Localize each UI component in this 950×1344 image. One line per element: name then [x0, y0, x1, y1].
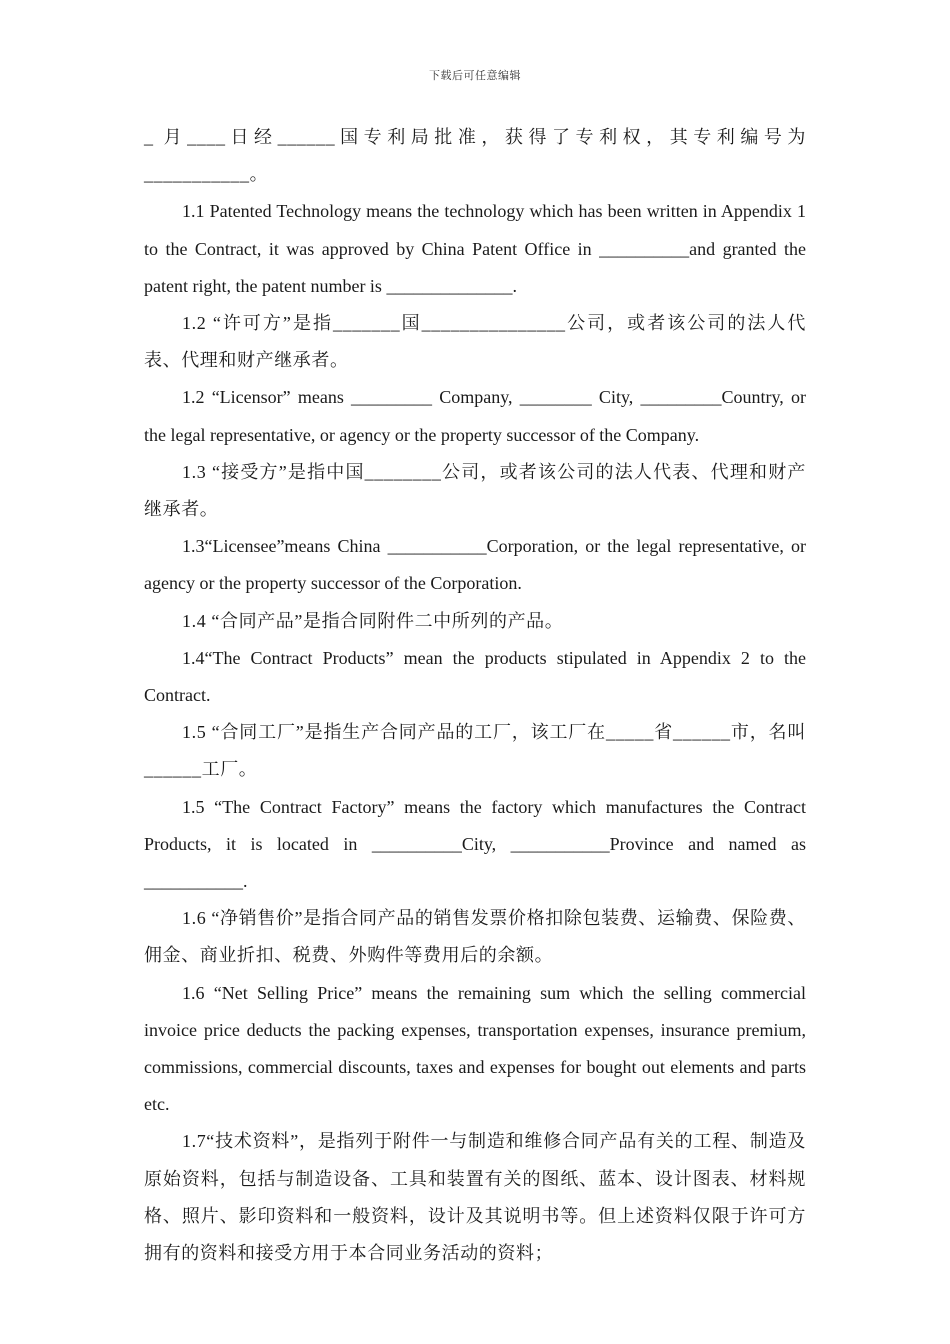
- document-body: [144, 119, 806, 1272]
- paragraph-1-5-cn: 1.5 “合同工厂”是指生产合同产品的工厂，该工厂在_____省______市，名叫______工厂。: [144, 722, 806, 780]
- paragraph-1-7-cn: 1.7“技术资料”，是指列于附件一与制造和维修合同产品有关的工程、制造及原始资料，包括与制造设备、工具和装置有关的图纸、蓝本、设计图表、材料规格、照片、影印资料和一般资料，设计及其说明书等。但上述资料仅限于许可方拥有的资料和接受方用于本合同业务活动的资料；: [144, 1131, 806, 1264]
- paragraph-1-3-en: 1.3“Licensee”means China ___________Corporation, or the legal representative, or agency or the property successor of the Corporation.: [144, 536, 806, 594]
- paragraph-1-4-cn: 1.4 “合同产品”是指合同附件二中所列的产品。: [182, 610, 564, 631]
- paragraph-1-6-cn: 1.6 “净销售价”是指合同产品的销售发票价格扣除包装费、运输费、保险费、佣金、商业折扣、税费、外购件等费用后的余额。: [144, 908, 806, 966]
- paragraph-1-1-en: 1.1 Patented Technology means the technology which has been written in Appendix 1 to the Contract, it was approved by China Patent Office in __________and granted the patent right, the patent number is ______________.: [144, 201, 806, 296]
- page-header-caption: 下载后可任意编辑: [429, 70, 521, 82]
- paragraph-1-3-cn: 1.3 “接受方”是指中国________公司，或者该公司的法人代表、代理和财产继承者。: [144, 461, 806, 520]
- paragraph-1-5-en: 1.5 “The Contract Factory” means the factory which manufactures the Contract Products, it is located in __________City, ___________Province and named as ___________.: [144, 796, 806, 892]
- paragraph-1-2-en: 1.2 “Licensor” means _________ Company, ________ City, _________Country, or the legal representative, or agency or the property successor of the Company.: [144, 387, 806, 445]
- paragraph-1-1-date-cn: _ 月____日经______国专利局批准，获得了专利权，其专利编号为___________。: [144, 127, 806, 185]
- paragraph-1-4-en: 1.4“The Contract Products” mean the products stipulated in Appendix 2 to the Contract.: [144, 647, 806, 706]
- paragraph-1-2-cn: 1.2 “许可方”是指_______国_______________公司，或者该公司的法人代表、代理和财产继承者。: [144, 313, 806, 371]
- paragraph-1-6-en: 1.6 “Net Selling Price” means the remaining sum which the selling commercial invoice price deducts the packing expenses, transportation expenses, insurance premium, commissions, commercial discounts, taxes and expenses for bought out elements and parts etc.: [144, 982, 806, 1115]
